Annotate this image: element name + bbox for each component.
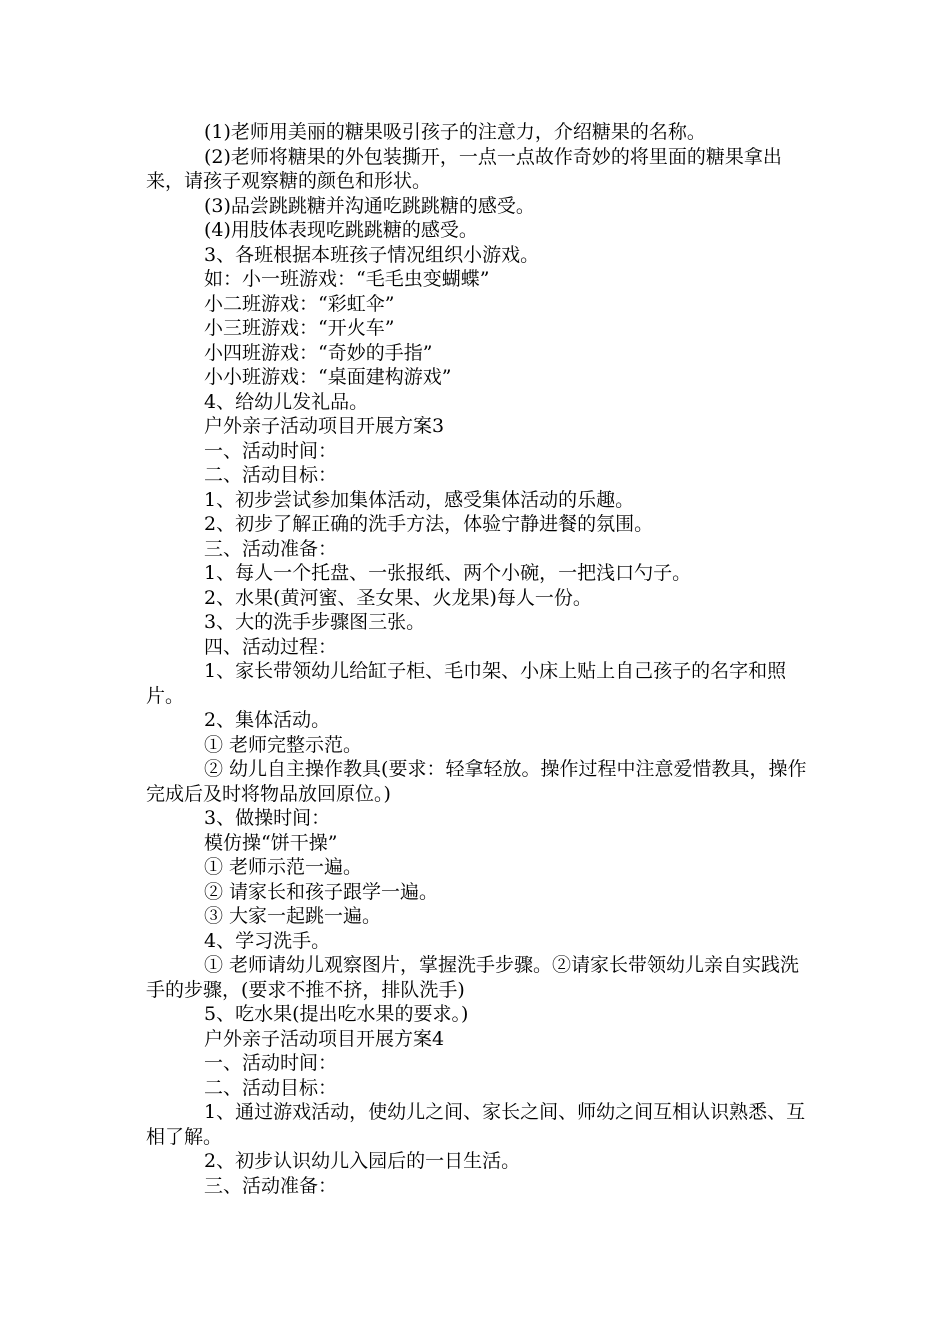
paragraph: 2、初步了解正确的洗手方法，体验宁静进餐的氛围。 (204, 513, 654, 535)
paragraph: (3)品尝跳跳糖并沟通吃跳跳糖的感受。 (204, 194, 535, 217)
paragraph: 1、通过游戏活动，使幼儿之间、家长之间、师幼之间互相认识熟悉、互相了解。 (146, 1101, 806, 1148)
paragraph: 二、活动目标： (204, 464, 338, 486)
paragraph: (1)老师用美丽的糖果吸引孩子的注意力，介绍糖果的名称。 (204, 121, 706, 143)
paragraph: 三、活动准备： (204, 1174, 338, 1197)
document-body (146, 120, 810, 1198)
paragraph: ① 老师请幼儿观察图片，掌握洗手步骤。②请家长带领幼儿亲自实践洗手的步骤，(要求不推不挤，排队洗手) (146, 954, 800, 1001)
paragraph: 小四班游戏：“奇妙的手指” (204, 341, 433, 364)
paragraph: ③ 大家一起跳一遍。 (204, 905, 382, 927)
paragraph: ② 幼儿自主操作教具(要求：轻拿轻放。操作过程中注意爱惜教具，操作完成后及时将物品放回原位。) (146, 758, 807, 805)
paragraph: 4、学习洗手。 (204, 929, 331, 952)
paragraph: 模仿操“饼干操” (204, 831, 338, 854)
paragraph: 2、初步认识幼儿入园后的一日生活。 (204, 1150, 521, 1172)
paragraph: 小三班游戏：“开火车” (204, 317, 395, 339)
paragraph: ① 老师示范一遍。 (204, 856, 363, 878)
paragraph: 二、活动目标： (204, 1076, 338, 1099)
paragraph: (2)老师将糖果的外包装撕开，一点一点故作奇妙的将里面的糖果拿出来，请孩子观察糖的颜色和形状。 (146, 145, 782, 192)
paragraph: 如：小一班游戏：“毛毛虫变蝴蝶” (204, 268, 490, 290)
paragraph: 3、各班根据本班孩子情况组织小游戏。 (204, 243, 540, 266)
paragraph: 1、家长带领幼儿给缸子柜、毛巾架、小床上贴上自己孩子的名字和照片。 (146, 660, 787, 707)
paragraph: 1、每人一个托盘、一张报纸、两个小碗，一把浅口勺子。 (204, 562, 692, 584)
paragraph: ② 请家长和孩子跟学一遍。 (204, 880, 439, 903)
section-heading: 户外亲子活动项目开展方案3 (204, 415, 445, 437)
paragraph: 3、大的洗手步骤图三张。 (204, 611, 426, 633)
paragraph: 1、初步尝试参加集体活动，感受集体活动的乐趣。 (204, 488, 635, 511)
paragraph: 四、活动过程： (204, 635, 338, 658)
paragraph: (4)用肢体表现吃跳跳糖的感受。 (204, 219, 478, 241)
paragraph: 一、活动时间： (204, 1052, 338, 1074)
paragraph: 三、活动准备： (204, 537, 338, 560)
paragraph: 一、活动时间： (204, 439, 338, 462)
paragraph: 4、给幼儿发礼品。 (204, 390, 369, 413)
paragraph: 2、水果(黄河蜜、圣女果、火龙果)每人一份。 (204, 586, 592, 609)
paragraph: 小小班游戏：“桌面建构游戏” (204, 366, 452, 388)
paragraph: 2、集体活动。 (204, 709, 331, 731)
paragraph: 小二班游戏：“彩虹伞” (204, 292, 395, 315)
section-heading: 户外亲子活动项目开展方案4 (204, 1027, 445, 1050)
paragraph: 5、吃水果(提出吃水果的要求。) (204, 1003, 469, 1025)
paragraph: ① 老师完整示范。 (204, 733, 363, 756)
paragraph: 3、做操时间： (204, 807, 331, 829)
